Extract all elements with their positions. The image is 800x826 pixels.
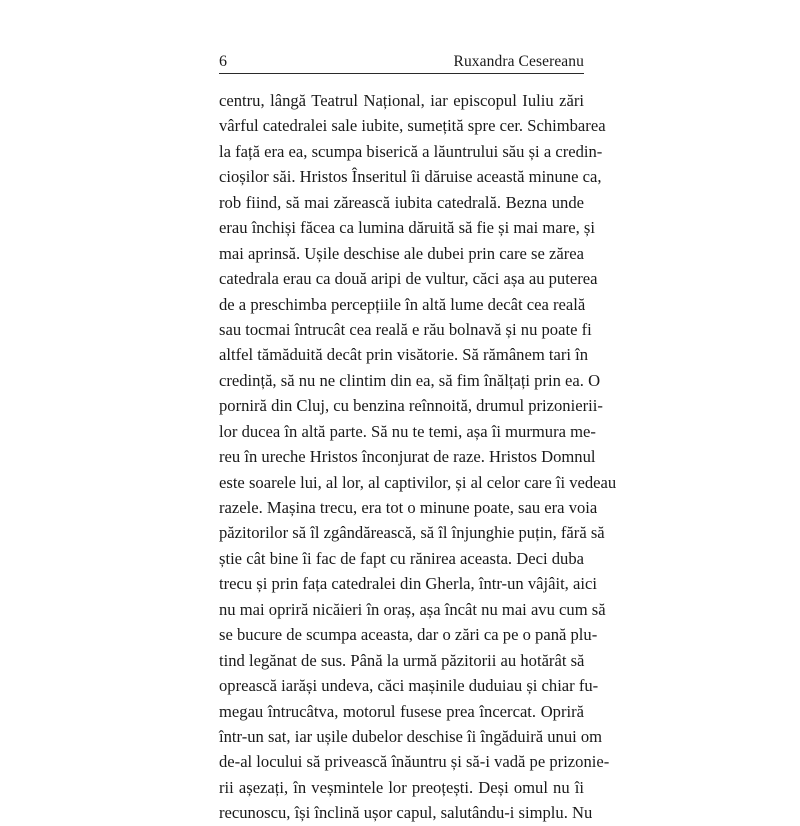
text-line: trecu și prin fața catedralei din Gherla, într-un vâjâit, aici xyxy=(219,574,597,594)
text-line: sau tocmai întrucât cea reală e rău bolnavă și nu poate fi xyxy=(219,319,592,339)
text-line: centru, lângă Teatrul Național, iar episcopul Iuliu zări xyxy=(219,91,584,110)
text-line: rii așezați, în veșmintele lor preoțești. Deși omul nu îi xyxy=(219,777,584,797)
text-line: reu în ureche Hristos înconjurat de raze. Hristos Domnul xyxy=(219,447,596,467)
header-rule xyxy=(219,73,584,74)
text-line: nu mai opriră nicăieri în oraș, așa încât nu mai avu cum să xyxy=(219,599,606,619)
text-line: vârful catedralei sale iubite, sumețită spre cer. Schimbarea xyxy=(219,116,606,136)
text-line: erau închiși făcea ca lumina dăruită să fie și mai mare, și xyxy=(219,218,595,238)
text-line: este soarele lui, al lor, al captivilor, și al celor care îi vedeau xyxy=(219,472,617,492)
text-line: lor ducea în altă parte. Să nu te temi, așa îi murmura me- xyxy=(219,421,596,441)
text-line: porniră din Cluj, cu benzina reînnoită, drumul prizonierii- xyxy=(219,396,603,416)
text-line: recunoscu, își înclină ușor capul, salutându-i simplu. Nu xyxy=(219,803,593,823)
text-line: de a preschimba percepțiile în altă lume decât cea reală xyxy=(219,294,586,314)
running-header-author: Ruxandra Cesereanu xyxy=(453,53,584,70)
text-line: știe cât bine îi fac de fapt cu rănirea aceasta. Deci duba xyxy=(219,548,584,568)
text-line: mai aprinsă. Ușile deschise ale dubei prin care se zărea xyxy=(219,243,584,263)
text-line: catedrala erau ca două aripi de vultur, căci așa au puterea xyxy=(219,269,598,289)
text-line: megau întrucâtva, motorul fusese prea încercat. Opriră xyxy=(219,701,584,721)
text-line: păzitorilor să îl zgândărească, să îl înjunghie puțin, fără să xyxy=(219,523,605,543)
text-line: rob fiind, să mai zărească iubita catedrală. Bezna unde xyxy=(219,192,584,212)
text-line: altfel tămăduită decât prin visătorie. Să rămânem tari în xyxy=(219,345,589,365)
text-line: credință, să nu ne clintim din ea, să fim înălțați prin ea. O xyxy=(219,370,601,390)
page-number: 6 xyxy=(219,53,227,70)
text-line: de-al locului să privească înăuntru și să-i vadă pe prizonie- xyxy=(219,752,610,772)
running-header xyxy=(219,52,584,74)
text-line: la față era ea, scumpa biserică a lăuntrului său și a credin- xyxy=(219,141,603,161)
text-line: tind legănat de sus. Până la urmă păzitorii au hotărât să xyxy=(219,650,585,670)
text-line: razele. Mașina trecu, era tot o minune poate, sau era voia xyxy=(219,498,598,517)
body-text xyxy=(219,88,617,826)
text-line: într-un sat, iar ușile dubelor deschise îi îngăduiră unui om xyxy=(219,726,603,746)
text-line: oprească iarăși undeva, căci mașinile duduiau și chiar fu- xyxy=(219,676,599,696)
text-line: se bucure de scumpa aceasta, dar o zări ca pe o pană plu- xyxy=(219,625,598,645)
text-line: cioșilor săi. Hristos Înseritul îi dăruise această minune ca, xyxy=(219,167,602,187)
